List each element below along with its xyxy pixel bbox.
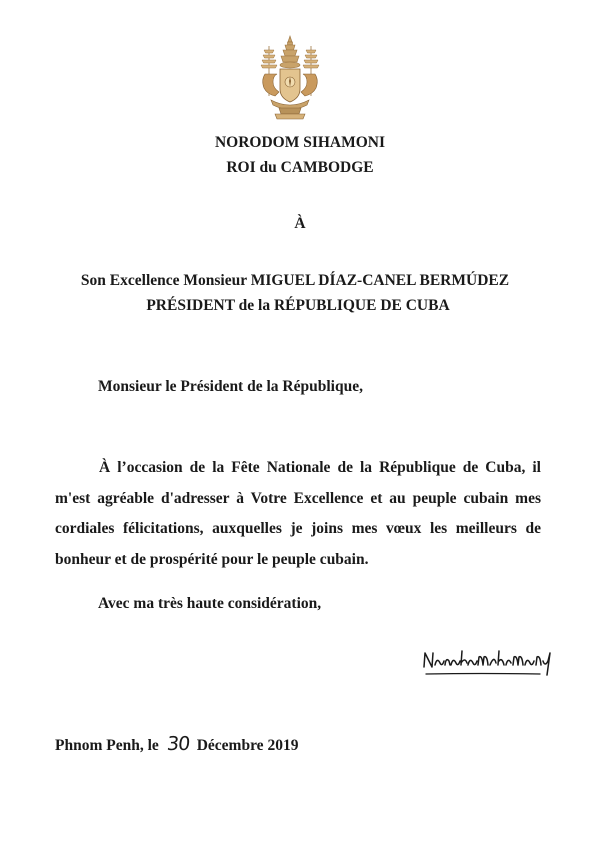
addressee-marker: À: [294, 215, 306, 232]
date-month-year: Décembre 2019: [196, 737, 299, 754]
addressee-name: Son Excellence Monsieur MIGUEL DÍAZ-CANEL BERMÚDEZ: [80, 272, 510, 289]
closing-line: Avec ma très haute considération,: [98, 595, 322, 612]
place-and-date: [55, 734, 298, 756]
date-day-handwritten: 30: [165, 733, 190, 755]
addressee-title: PRÉSIDENT de la RÉPUBLIQUE DE CUBA: [146, 297, 450, 314]
salutation: Monsieur le Président de la République,: [98, 378, 363, 395]
royal-arms-icon: [255, 34, 325, 122]
handwritten-signature: [420, 643, 560, 679]
letter-body: À l’occasion de la Fête Nationale de la République de Cuba, il m'est agréable d'adresser à Votre Excellence et au peuple cubain mes cordiales félicitations, auxquelles je joins mes vœux les meilleurs de bonheur et de prospérité pour le peuple cubain.: [55, 459, 541, 568]
sender-title: ROI du CAMBODGE: [226, 159, 374, 176]
sender-name: NORODOM SIHAMONI: [214, 134, 386, 151]
date-place: Phnom Penh, le: [55, 737, 159, 754]
